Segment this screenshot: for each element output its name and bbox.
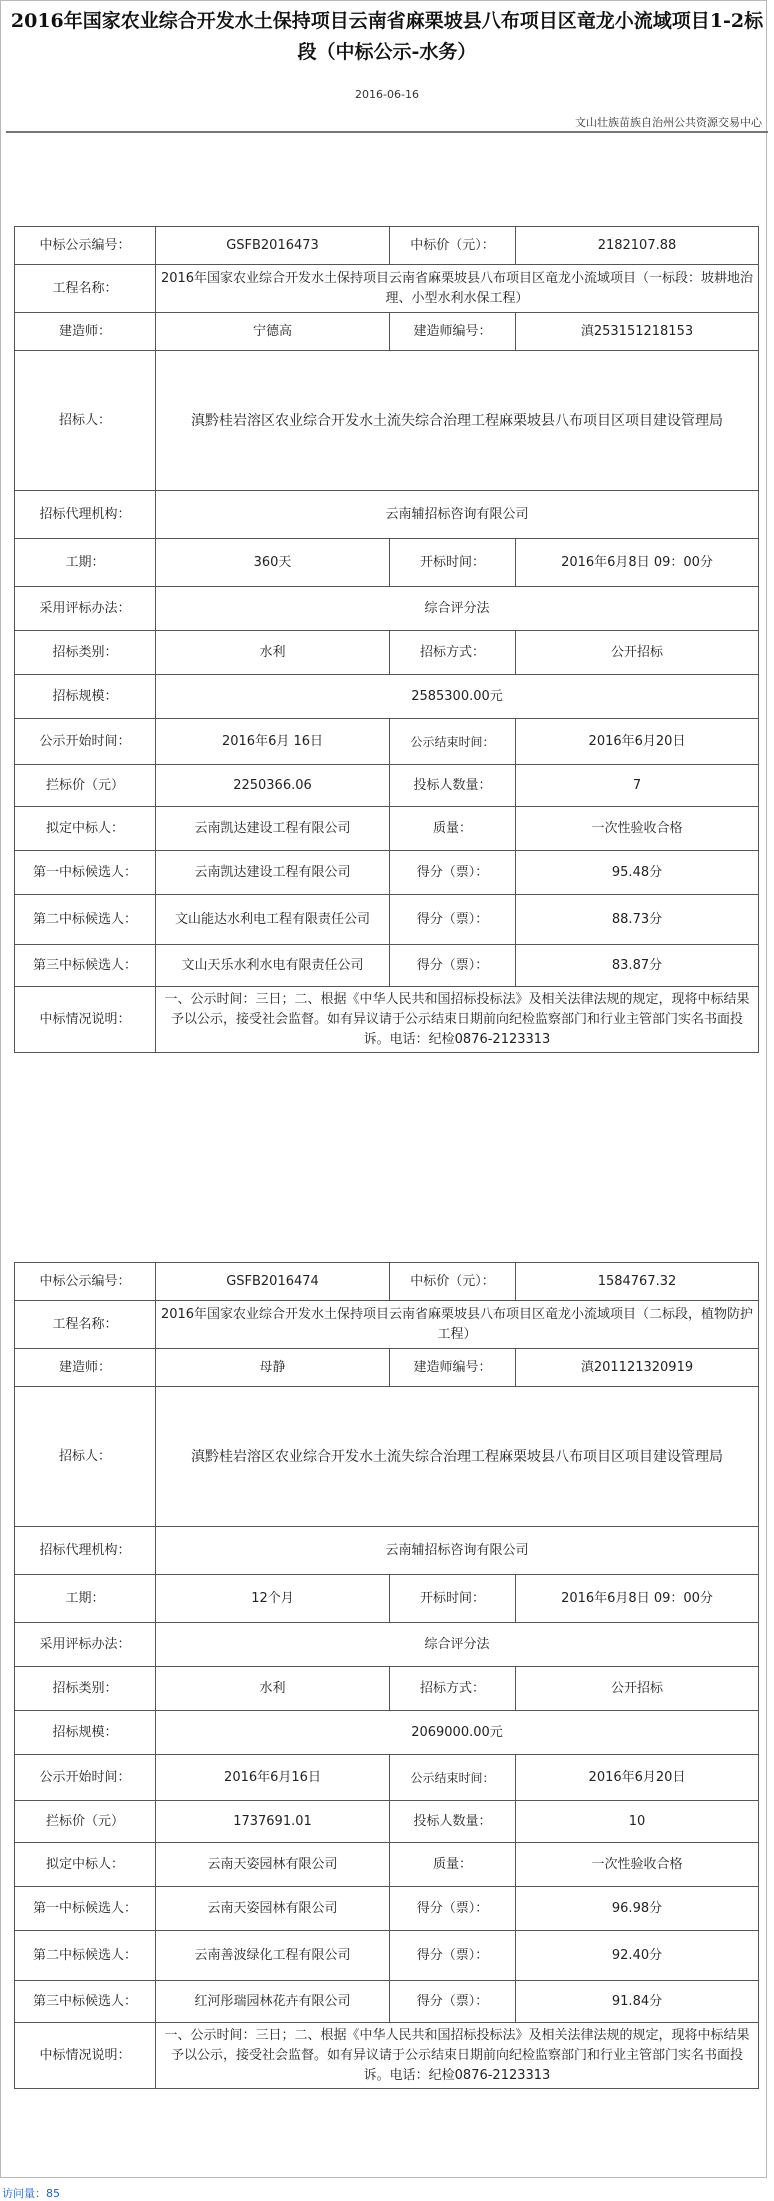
table-row <box>15 1931 759 1981</box>
table-row <box>15 1575 759 1623</box>
duration: 360天 <box>156 539 390 587</box>
label: 招标代理机构： <box>15 1527 156 1575</box>
visit-counter: 访问量：85 <box>2 2187 60 2200</box>
score-3: 83.87分 <box>516 945 759 987</box>
score-2: 92.40分 <box>516 1931 759 1981</box>
label: 中标价（元）： <box>390 1263 516 1301</box>
table-row <box>15 1387 759 1527</box>
label: 公示开始时间： <box>15 1755 156 1801</box>
label: 招标类别： <box>15 1667 156 1711</box>
table-row <box>15 491 759 539</box>
label: 开标时间： <box>390 1575 516 1623</box>
label: 质量： <box>390 1843 516 1887</box>
notice-number: GSFB2016474 <box>156 1263 390 1301</box>
tender-mode: 公开招标 <box>516 631 759 675</box>
table-row <box>15 945 759 987</box>
constructor-name: 宁德高 <box>156 313 390 351</box>
tenderer: 滇黔桂岩溶区农业综合开发水土流失综合治理工程麻栗坡县八布项目区项目建设管理局 <box>156 1387 759 1527</box>
tender-agency: 云南辅招标咨询有限公司 <box>156 491 759 539</box>
label: 拟定中标人： <box>15 1843 156 1887</box>
table-row <box>15 1843 759 1887</box>
table-row <box>15 675 759 719</box>
notice-table-2 <box>14 1262 759 2089</box>
bid-price: 1584767.32 <box>516 1263 759 1301</box>
tender-mode: 公开招标 <box>516 1667 759 1711</box>
constructor-number: 滇201121320919 <box>516 1349 759 1387</box>
project-name: 2016年国家农业综合开发水土保持项目云南省麻栗坡县八布项目区竜龙小流域项目（一标段：坡耕地治理、小型水利水保工程） <box>156 265 759 313</box>
publicity-end: 2016年6月20日 <box>516 1755 759 1801</box>
table-row <box>15 587 759 631</box>
label: 招标人： <box>15 351 156 491</box>
label: 工程名称： <box>15 1301 156 1349</box>
table-row <box>15 987 759 1053</box>
label: 工期： <box>15 1575 156 1623</box>
label: 得分（票）： <box>390 1931 516 1981</box>
label: 第二中标候选人： <box>15 1931 156 1981</box>
notice-table-1 <box>14 226 759 1053</box>
label: 质量： <box>390 807 516 851</box>
table-row <box>15 1623 759 1667</box>
project-name: 2016年国家农业综合开发水土保持项目云南省麻栗坡县八布项目区竜龙小流域项目（二标段，植物防护工程） <box>156 1301 759 1349</box>
score-2: 88.73分 <box>516 895 759 945</box>
table-row <box>15 1755 759 1801</box>
proposed-winner: 云南天姿园林有限公司 <box>156 1843 390 1887</box>
table-row <box>15 1349 759 1387</box>
page-title: 2016年国家农业综合开发水土保持项目云南省麻栗坡县八布项目区竜龙小流域项目1-2标段（中标公示-水务） <box>10 10 764 63</box>
table-row <box>15 807 759 851</box>
table-row <box>15 1711 759 1755</box>
table-row <box>15 1801 759 1843</box>
table-row <box>15 2023 759 2089</box>
bid-open-time: 2016年6月8日 09：00分 <box>516 1575 759 1623</box>
publish-date: 2016-06-16 <box>355 88 419 101</box>
table-row <box>15 313 759 351</box>
candidate-2: 云南善波绿化工程有限公司 <box>156 1931 390 1981</box>
table-row <box>15 1981 759 2023</box>
notice-number: GSFB2016473 <box>156 227 390 265</box>
table-row <box>15 1301 759 1349</box>
score-1: 95.48分 <box>516 851 759 895</box>
label: 建造师： <box>15 1349 156 1387</box>
label: 建造师编号： <box>390 313 516 351</box>
candidate-2: 文山能达水利电工程有限责任公司 <box>156 895 390 945</box>
label: 招标类别： <box>15 631 156 675</box>
label: 采用评标办法： <box>15 1623 156 1667</box>
evaluation-method: 综合评分法 <box>156 587 759 631</box>
label: 工程名称： <box>15 265 156 313</box>
label: 第一中标候选人： <box>15 851 156 895</box>
tender-category: 水利 <box>156 631 390 675</box>
label: 第三中标候选人： <box>15 1981 156 2023</box>
header-divider <box>6 131 768 133</box>
table-row <box>15 539 759 587</box>
label: 拦标价（元） <box>15 765 156 807</box>
tender-agency: 云南辅招标咨询有限公司 <box>156 1527 759 1575</box>
label: 投标人数量： <box>390 1801 516 1843</box>
constructor-name: 母静 <box>156 1349 390 1387</box>
label: 中标公示编号： <box>15 1263 156 1301</box>
publisher: 文山壮族苗族自治州公共资源交易中心 <box>575 116 762 129</box>
label: 工期： <box>15 539 156 587</box>
label: 中标公示编号： <box>15 227 156 265</box>
label: 中标情况说明： <box>15 987 156 1053</box>
remarks: 一、公示时间：三日；二、根据《中华人民共和国招标投标法》及相关法律法规的规定，现将中标结果予以公示，接受社会监督。如有异议请于公示结束日期前向纪检监察部门和行业主管部门实名书面投诉。电话：纪检0876-2123313 <box>156 2023 759 2089</box>
label: 中标情况说明： <box>15 2023 156 2089</box>
table-row <box>15 719 759 765</box>
bid-open-time: 2016年6月8日 09：00分 <box>516 539 759 587</box>
proposed-winner: 云南凯达建设工程有限公司 <box>156 807 390 851</box>
table-row <box>15 351 759 491</box>
publicity-start: 2016年6月16日 <box>156 1755 390 1801</box>
label: 公示结束时间： <box>390 719 516 765</box>
table-row <box>15 631 759 675</box>
publicity-start: 2016年6月 16日 <box>156 719 390 765</box>
candidate-1: 云南凯达建设工程有限公司 <box>156 851 390 895</box>
label: 投标人数量： <box>390 765 516 807</box>
table-row <box>15 851 759 895</box>
candidate-1: 云南天姿园林有限公司 <box>156 1887 390 1931</box>
label: 建造师编号： <box>390 1349 516 1387</box>
label: 得分（票）： <box>390 1887 516 1931</box>
candidate-3: 红河彤瑞园林花卉有限公司 <box>156 1981 390 2023</box>
remarks: 一、公示时间：三日；二、根据《中华人民共和国招标投标法》及相关法律法规的规定，现将中标结果予以公示，接受社会监督。如有异议请于公示结束日期前向纪检监察部门和行业主管部门实名书面投诉。电话：纪检0876-2123313 <box>156 987 759 1053</box>
label: 第三中标候选人： <box>15 945 156 987</box>
label: 公示开始时间： <box>15 719 156 765</box>
duration: 12个月 <box>156 1575 390 1623</box>
label: 招标方式： <box>390 1667 516 1711</box>
evaluation-method: 综合评分法 <box>156 1623 759 1667</box>
label: 第一中标候选人： <box>15 1887 156 1931</box>
candidate-3: 文山天乐水利水电有限责任公司 <box>156 945 390 987</box>
table-row <box>15 265 759 313</box>
bidder-count: 10 <box>516 1801 759 1843</box>
table-row <box>15 895 759 945</box>
bidder-count: 7 <box>516 765 759 807</box>
label: 得分（票）： <box>390 851 516 895</box>
label: 得分（票）： <box>390 895 516 945</box>
label: 中标价（元）： <box>390 227 516 265</box>
tenderer: 滇黔桂岩溶区农业综合开发水土流失综合治理工程麻栗坡县八布项目区项目建设管理局 <box>156 351 759 491</box>
label: 招标代理机构： <box>15 491 156 539</box>
label: 招标规模： <box>15 675 156 719</box>
tender-category: 水利 <box>156 1667 390 1711</box>
table-row <box>15 1667 759 1711</box>
label: 得分（票）： <box>390 945 516 987</box>
label: 拟定中标人： <box>15 807 156 851</box>
table-row <box>15 1527 759 1575</box>
label: 得分（票）： <box>390 1981 516 2023</box>
label: 公示结束时间： <box>390 1755 516 1801</box>
control-price: 2250366.06 <box>156 765 390 807</box>
table-row <box>15 765 759 807</box>
quality: 一次性验收合格 <box>516 1843 759 1887</box>
score-1: 96.98分 <box>516 1887 759 1931</box>
label: 招标规模： <box>15 1711 156 1755</box>
control-price: 1737691.01 <box>156 1801 390 1843</box>
publicity-end: 2016年6月20日 <box>516 719 759 765</box>
label: 采用评标办法： <box>15 587 156 631</box>
table-row <box>15 1263 759 1301</box>
constructor-number: 滇253151218153 <box>516 313 759 351</box>
label: 招标人： <box>15 1387 156 1527</box>
label: 拦标价（元） <box>15 1801 156 1843</box>
score-3: 91.84分 <box>516 1981 759 2023</box>
bid-price: 2182107.88 <box>516 227 759 265</box>
label: 建造师： <box>15 313 156 351</box>
tender-scale: 2585300.00元 <box>156 675 759 719</box>
table-row <box>15 227 759 265</box>
table-row <box>15 1887 759 1931</box>
quality: 一次性验收合格 <box>516 807 759 851</box>
label: 招标方式： <box>390 631 516 675</box>
label: 第二中标候选人： <box>15 895 156 945</box>
tender-scale: 2069000.00元 <box>156 1711 759 1755</box>
label: 开标时间： <box>390 539 516 587</box>
